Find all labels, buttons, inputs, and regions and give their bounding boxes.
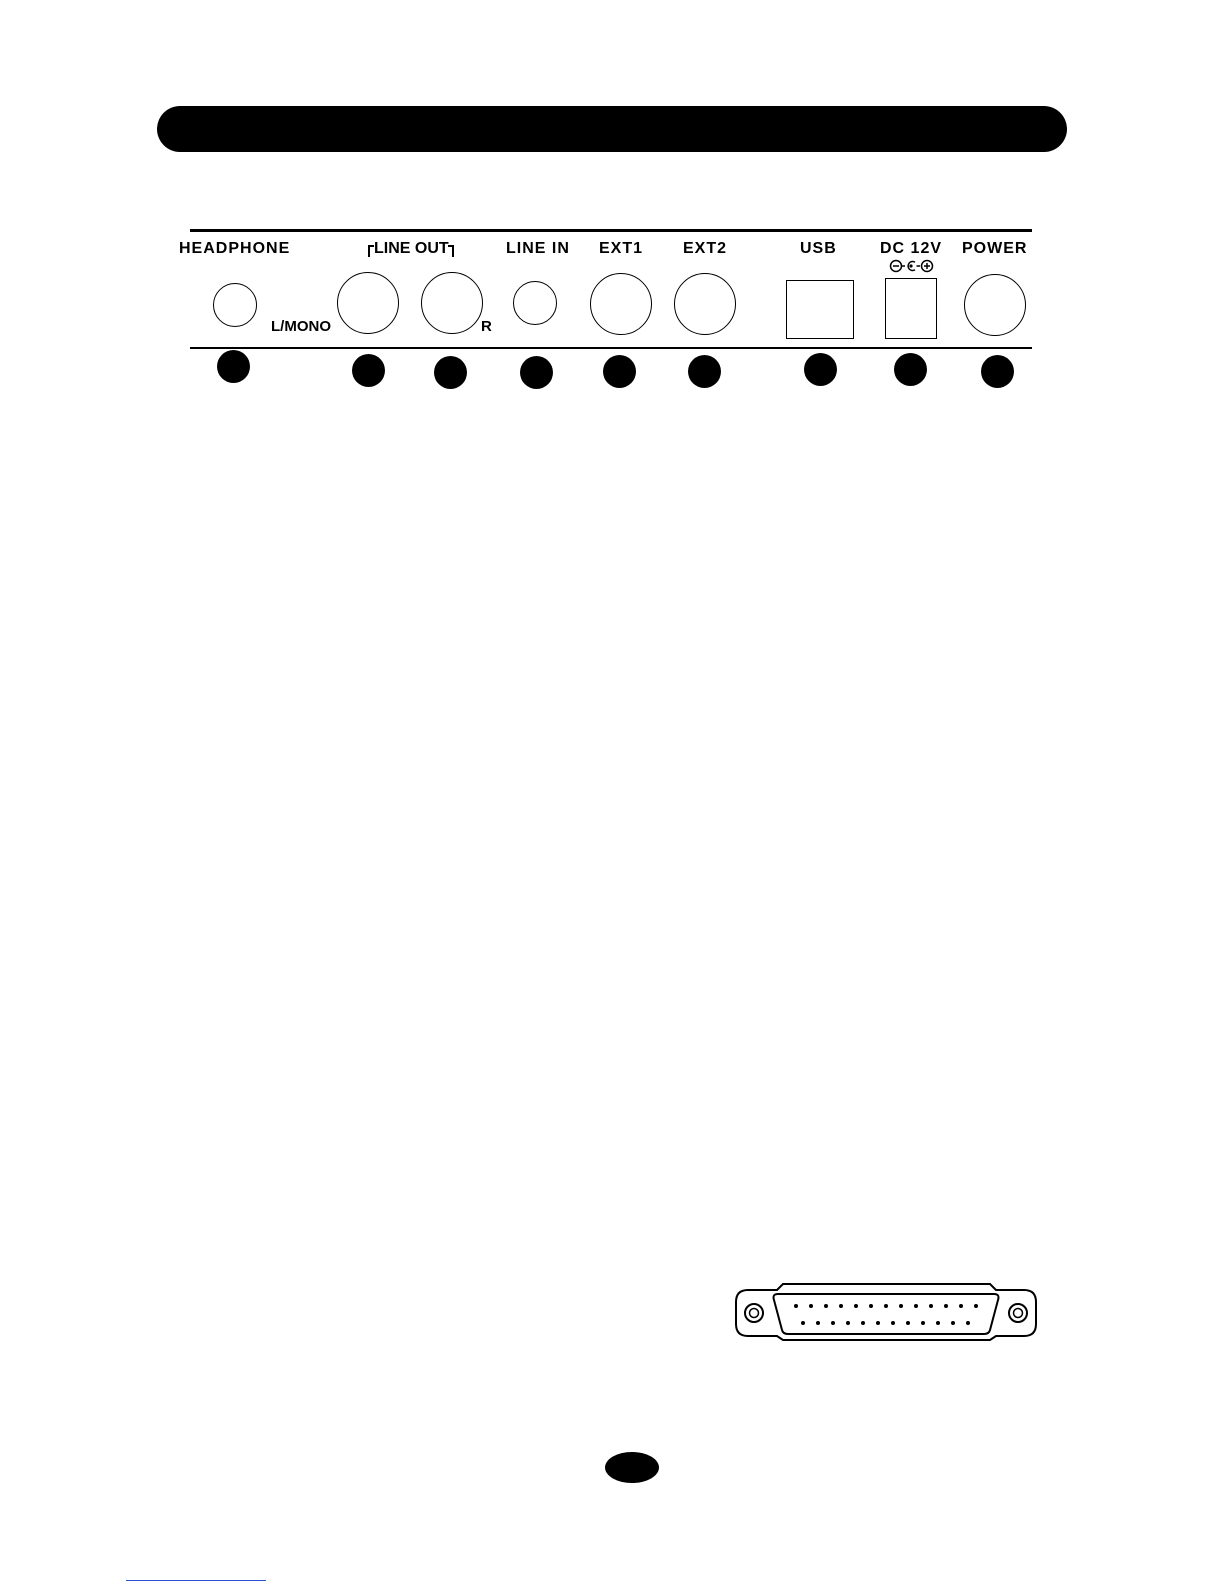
callout-ext1 bbox=[603, 355, 636, 388]
power-label: POWER bbox=[962, 240, 1028, 257]
db25-pin bbox=[884, 1304, 888, 1308]
callout-dc-12v bbox=[894, 353, 927, 386]
line-out-left-jack bbox=[337, 272, 399, 334]
db25-pin bbox=[899, 1304, 903, 1308]
headphone-jack bbox=[213, 283, 257, 327]
db25-pin bbox=[831, 1321, 835, 1325]
db25-pin bbox=[846, 1321, 850, 1325]
panel-top-edge bbox=[190, 229, 1032, 232]
callout-line-in bbox=[520, 356, 553, 389]
panel-bottom-edge bbox=[190, 347, 1032, 349]
db25-pin bbox=[906, 1321, 910, 1325]
line-in-jack bbox=[513, 281, 557, 325]
ext2-label: EXT2 bbox=[683, 240, 728, 257]
db25-pin bbox=[974, 1304, 978, 1308]
db25-pin bbox=[869, 1304, 873, 1308]
db25-pin bbox=[921, 1321, 925, 1325]
power-switch bbox=[964, 274, 1026, 336]
section-title-bar bbox=[157, 106, 1067, 152]
usb-port bbox=[786, 280, 854, 339]
callout-line-out-left bbox=[352, 354, 385, 387]
line-out-label: LINE OUT bbox=[374, 240, 449, 257]
line-out-left-mono-label: L/MONO bbox=[271, 318, 331, 335]
callout-headphone bbox=[217, 350, 250, 383]
line-out-right-jack bbox=[421, 272, 483, 334]
center-positive-polarity-icon bbox=[889, 259, 935, 273]
callout-ext2 bbox=[688, 355, 721, 388]
db25-pin bbox=[861, 1321, 865, 1325]
ext1-label: EXT1 bbox=[599, 240, 644, 257]
callout-usb bbox=[804, 353, 837, 386]
line-out-bracket-right bbox=[448, 245, 454, 257]
dc-12v-label: DC 12V bbox=[880, 240, 943, 257]
footer-link-underline bbox=[126, 1580, 266, 1581]
db25-pin bbox=[891, 1321, 895, 1325]
dc-12v-jack bbox=[885, 278, 937, 339]
db25-pin bbox=[824, 1304, 828, 1308]
db25-pin bbox=[966, 1321, 970, 1325]
db25-pin bbox=[854, 1304, 858, 1308]
db25-pin bbox=[929, 1304, 933, 1308]
headphone-label: HEADPHONE bbox=[179, 240, 291, 257]
db25-pin bbox=[816, 1321, 820, 1325]
callout-line-out-right bbox=[434, 356, 467, 389]
db25-connector-icon bbox=[734, 1282, 1038, 1342]
db25-pin bbox=[944, 1304, 948, 1308]
usb-label: USB bbox=[800, 240, 837, 257]
line-out-right-label: R bbox=[481, 318, 492, 335]
callout-power bbox=[981, 355, 1014, 388]
db25-pin bbox=[936, 1321, 940, 1325]
db25-pin bbox=[914, 1304, 918, 1308]
page-number-badge bbox=[605, 1452, 659, 1483]
ext1-jack bbox=[590, 273, 652, 335]
line-in-label: LINE IN bbox=[506, 240, 570, 257]
db25-pin bbox=[809, 1304, 813, 1308]
db25-pin bbox=[876, 1321, 880, 1325]
db25-pin bbox=[959, 1304, 963, 1308]
db25-pin bbox=[951, 1321, 955, 1325]
db25-pin bbox=[794, 1304, 798, 1308]
ext2-jack bbox=[674, 273, 736, 335]
db25-pin bbox=[839, 1304, 843, 1308]
db25-pin bbox=[801, 1321, 805, 1325]
